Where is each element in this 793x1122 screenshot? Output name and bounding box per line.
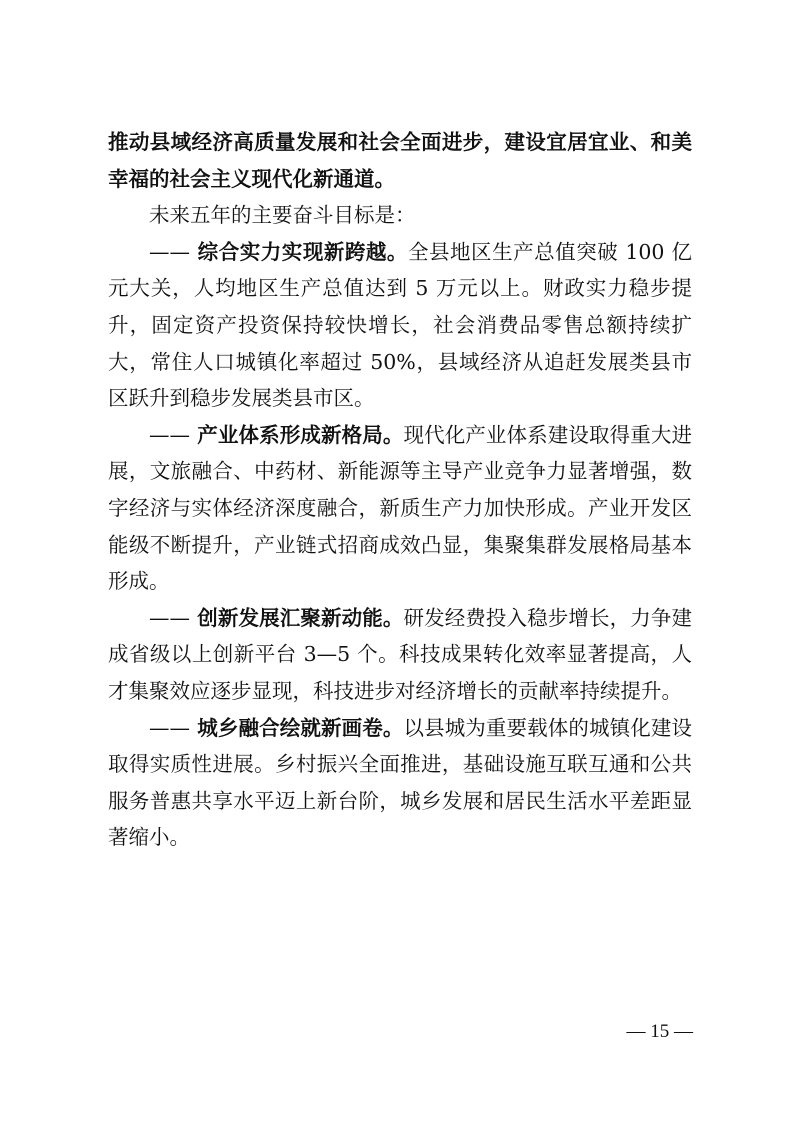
paragraph-goals-intro — [108, 197, 692, 234]
goal-3-heading: 创新发展汇聚新动能。 — [190, 605, 404, 630]
page-number: — 15 — — [626, 1021, 693, 1042]
intro-bold-text: 推动县域经济高质量发展和社会全面进步，建设宜居宜业、和美幸福的社会主义现代化新通道。 — [108, 130, 692, 191]
goal-2-dash: —— — [149, 422, 190, 447]
goal-3-dash: —— — [149, 605, 190, 630]
goal-4-dash: —— — [149, 715, 190, 740]
paragraph-goal-2 — [108, 417, 692, 600]
goal-1-dash: —— — [149, 239, 190, 264]
goal-1-body: 全县地区生产总值突破 100 亿元大关，人均地区生产总值达到 5 万元以上。财政实力稳步提升，固定资产投资保持较快增长，社会消费品零售总额持续扩大，常住人口城镇化率超过 50%，县域经济从追赶发展类县市区跃升到稳步发展类县市区。 — [108, 239, 692, 411]
goal-3-body: 研发经费投入稳步增长，力争建成省级以上创新平台 3—5 个。科技成果转化效率显著提高，人才集聚效应逐步显现，科技进步对经济增长的贡献率持续提升。 — [108, 605, 693, 703]
paragraph-goal-3 — [108, 600, 692, 710]
goal-2-heading: 产业体系形成新格局。 — [190, 422, 404, 447]
paragraph-goal-1 — [108, 234, 692, 417]
goal-1-heading: 综合实力实现新跨越。 — [190, 239, 408, 264]
goal-4-heading: 城乡融合绘就新画卷。 — [190, 715, 404, 740]
body-text — [108, 124, 692, 856]
goal-2-body: 现代化产业体系建设取得重大进展，文旅融合、中药材、新能源等主导产业竞争力显著增强，数字经济与实体经济深度融合，新质生产力加快形成。产业开发区能级不断提升，产业链式招商成效凸显，集聚集群发展格局基本形成。 — [108, 422, 693, 594]
paragraph-goal-4 — [108, 710, 692, 856]
paragraph-intro — [108, 124, 692, 197]
goals-intro-text: 未来五年的主要奋斗目标是： — [149, 203, 416, 228]
goal-4-body: 以县城为重要载体的城镇化建设取得实质性进展。乡村振兴全面推进，基础设施互联互通和公共服务普惠共享水平迈上新台阶，城乡发展和居民生活水平差距显著缩小。 — [108, 715, 693, 850]
